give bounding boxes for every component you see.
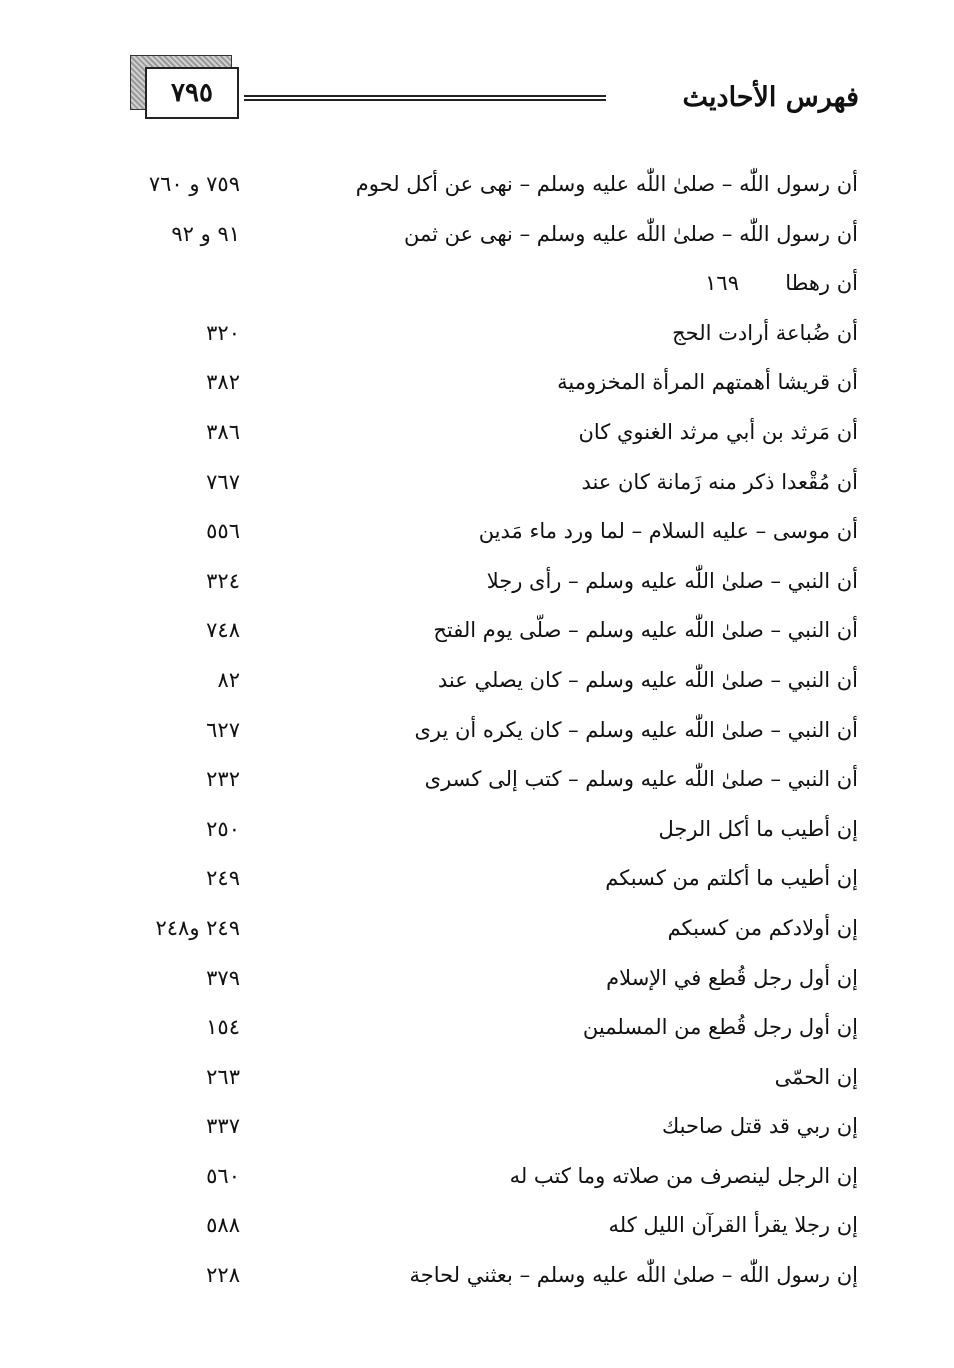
entry-page-ref: ٥٦٠ (206, 1163, 240, 1188)
index-entry (0, 1053, 954, 1103)
running-header-title: فهرس الأحاديث (682, 82, 859, 113)
index-entry (0, 606, 954, 656)
index-entry (0, 458, 954, 508)
entry-text: إن رجلا يقرأ القرآن الليل كله (608, 1213, 858, 1238)
entry-text: أن رسول اللّٰه – صلىٰ اللّٰه عليه وسلم – نهى عن أكل لحوم (355, 172, 858, 196)
entry-text: أن قريشا أهمتهم المرأة المخزومية (557, 370, 858, 395)
entry-page-ref: ٢٦٣ (206, 1064, 240, 1089)
index-entry (0, 755, 954, 805)
index-entry (0, 259, 954, 309)
entry-text: أن النبي – صلىٰ اللّٰه عليه وسلم – كان يصلي عند (437, 667, 858, 692)
index-entry (0, 210, 954, 260)
entry-text: إن أول رجل قُطع في الإسلام (606, 965, 858, 990)
entry-text: إن أطيب ما أكل الرجل (658, 816, 858, 841)
header-divider (244, 95, 606, 101)
entry-page-ref: ٢٤٩ (206, 866, 240, 891)
index-entry (0, 854, 954, 904)
index-entry (0, 656, 954, 706)
entry-text: أن النبي – صلىٰ اللّٰه عليه وسلم – كان يكره أن يرى (414, 717, 858, 742)
entry-page-ref: ٢٢٨ (206, 1263, 240, 1288)
entry-text: أن النبي – صلىٰ اللّٰه عليه وسلم – كتب إلى كسرى (424, 767, 858, 792)
index-entry (0, 1251, 954, 1301)
index-entry (0, 309, 954, 359)
entry-text: أن النبي – صلىٰ اللّٰه عليه وسلم – رأى رجلا (486, 568, 858, 593)
page-number: ٧٩٥ (145, 67, 239, 119)
entry-text: أن رسول اللّٰه – صلىٰ اللّٰه عليه وسلم – نهى عن ثمن (404, 221, 858, 246)
entry-page-ref: ٢٣٢ (206, 767, 240, 792)
entry-page-ref: ٧٥٩ و ٧٦٠ (148, 172, 240, 196)
hadith-index-list (0, 160, 954, 1301)
index-entry (0, 1152, 954, 1202)
entry-text: أن مَرثد بن أبي مرثد الغنوي كان (578, 419, 858, 444)
entry-text: إن أطيب ما أكلتم من كسبكم (605, 866, 858, 891)
entry-text: إن الرجل لينصرف من صلاته وما كتب له (509, 1163, 858, 1188)
index-entry (0, 408, 954, 458)
entry-text: أن ضُباعة أرادت الحج (672, 320, 858, 345)
index-entry (0, 954, 954, 1004)
entry-text: إن أول رجل قُطع من المسلمين (582, 1015, 858, 1040)
entry-text: أن مُقْعدا ذكر منه زَمانة كان عند (581, 469, 858, 494)
entry-text: إن أولادكم من كسبكم (667, 915, 858, 940)
entry-page-ref: ٣٢٠ (206, 320, 240, 345)
entry-page-ref: ٢٤٩ و٢٤٨ (155, 915, 240, 940)
entry-page-ref: ٩١ و ٩٢ (171, 221, 240, 246)
entry-page-ref: ٧٦٧ (206, 469, 240, 494)
entry-page-ref: ٢٥٠ (206, 816, 240, 841)
entry-page-ref: ٣٨٢ (206, 370, 240, 395)
entry-page-ref: ٦٢٧ (206, 717, 240, 742)
entry-page-ref: ٣٧٩ (206, 965, 240, 990)
index-entry (0, 358, 954, 408)
entry-page-ref: ٣٨٦ (206, 419, 240, 444)
entry-text: أن رهطا (785, 271, 858, 296)
entry-page-ref: ٣٣٧ (206, 1114, 240, 1139)
entry-page-ref: ٥٥٦ (206, 519, 240, 544)
index-entry (0, 706, 954, 756)
entry-page-ref: ١٦٩ (705, 271, 739, 296)
entry-text: أن النبي – صلىٰ اللّٰه عليه وسلم – صلّى يوم الفتح (433, 618, 858, 643)
entry-page-ref: ١٥٤ (206, 1015, 240, 1040)
entry-page-ref: ٨٢ (217, 667, 240, 692)
entry-text: إن الحمّى (774, 1064, 858, 1089)
index-entry (0, 1102, 954, 1152)
index-entry (0, 1201, 954, 1251)
entry-text: إن ربي قد قتل صاحبك (661, 1114, 858, 1139)
entry-page-ref: ٣٢٤ (206, 568, 240, 593)
index-entry (0, 160, 954, 210)
index-entry (0, 557, 954, 607)
index-entry (0, 1003, 954, 1053)
entry-text: أن موسى – عليه السلام – لما ورد ماء مَدين (478, 519, 858, 544)
entry-page-ref: ٥٨٨ (206, 1213, 240, 1238)
index-entry (0, 805, 954, 855)
entry-page-ref: ٧٤٨ (206, 618, 240, 643)
index-entry (0, 904, 954, 954)
entry-text: إن رسول اللّٰه – صلىٰ اللّٰه عليه وسلم – بعثني لحاجة (409, 1263, 858, 1288)
index-entry (0, 507, 954, 557)
